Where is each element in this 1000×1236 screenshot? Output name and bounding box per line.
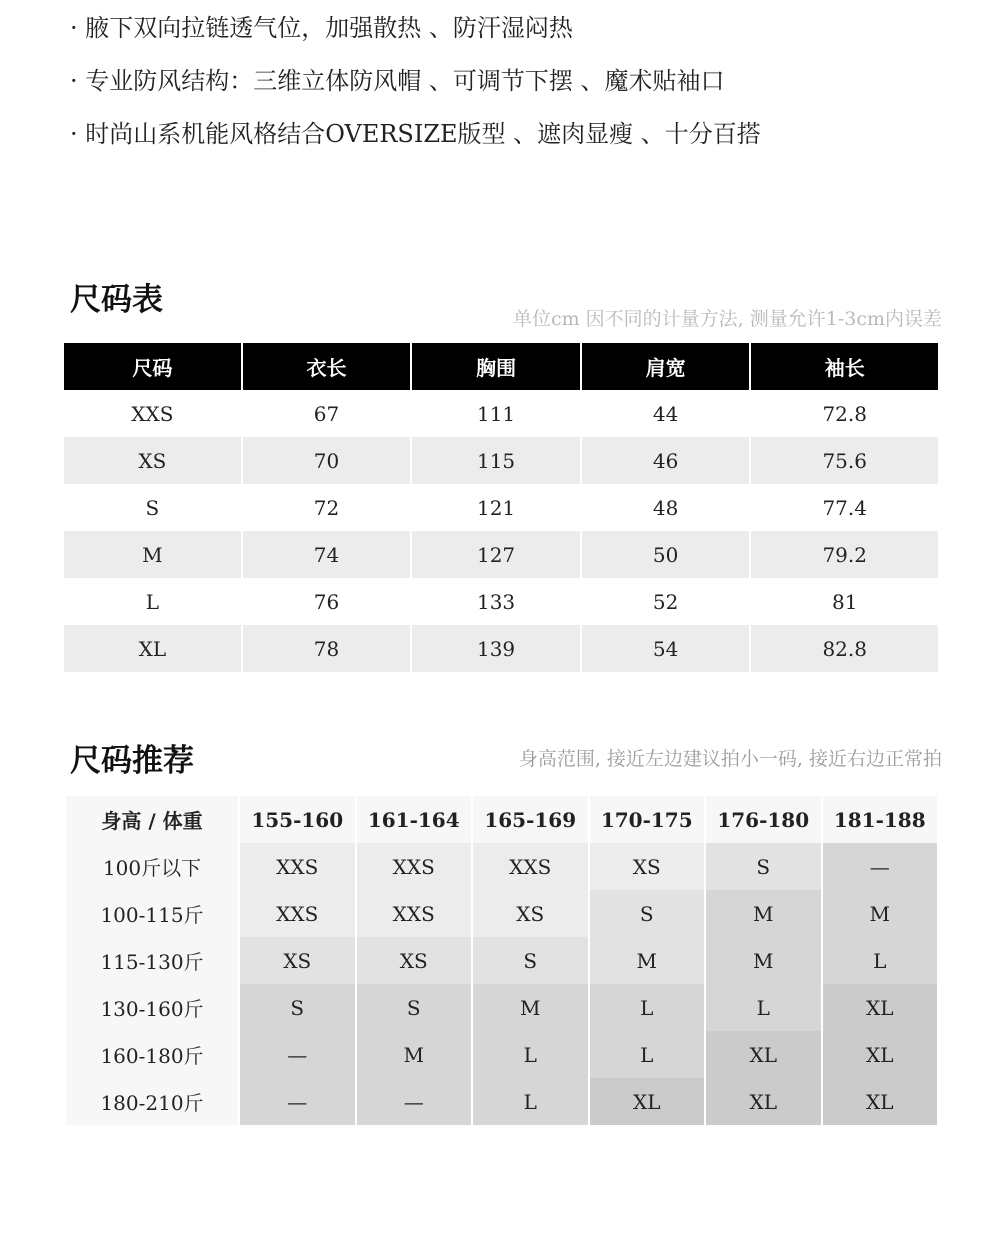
measurement-cell: 111 [476, 401, 516, 426]
recommended-size-cell: L [473, 1031, 588, 1078]
feature-item: · 腋下双向拉链透气位，加强散热 、防汗湿闷热 [70, 14, 573, 42]
table-row [64, 484, 938, 531]
recommended-size-cell: L [823, 937, 938, 984]
measurement-cell: 133 [476, 589, 516, 614]
weight-range-cell: 115-130斤 [66, 937, 238, 984]
measurement-cell: 67 [313, 401, 340, 426]
weight-range-cell: 160-180斤 [66, 1031, 238, 1078]
feature-item: · 专业防风结构：三维立体防风帽 、可调节下摆 、魔术贴袖口 [70, 67, 725, 95]
recommended-size-cell: L [590, 984, 705, 1031]
measurement-cell: 74 [243, 531, 411, 578]
measurement-cell: 81 [831, 589, 858, 614]
recommended-size-cell: S [590, 890, 705, 937]
table-row [64, 531, 938, 578]
measurement-cell: 72 [313, 495, 340, 520]
measurement-cell: 48 [652, 495, 679, 520]
measurement-cell: 52 [652, 589, 679, 614]
recommended-size-cell: S [240, 984, 355, 1031]
header-cell: 170-175 [590, 796, 705, 843]
header-cell: 肩宽 [582, 343, 750, 390]
size-label-cell: XL [64, 625, 241, 672]
measurement-cell: 79.2 [751, 531, 938, 578]
recommended-size-cell: XL [706, 1031, 821, 1078]
recommendation-header-row [66, 796, 937, 843]
recommended-size-cell: — [240, 1078, 355, 1125]
measurement-cell: 44 [652, 401, 679, 426]
header-cell: 尺码 [64, 343, 241, 390]
size-label-cell: M [64, 531, 241, 578]
recommended-size-cell: XS [473, 890, 588, 937]
table-row [66, 890, 937, 937]
table-row [66, 984, 937, 1031]
recommended-size-cell: S [357, 984, 472, 1031]
header-cell: 155-160 [240, 796, 355, 843]
recommended-size-cell: XL [590, 1078, 705, 1125]
measurement-cell: 46 [582, 437, 750, 484]
recommended-size-cell: M [706, 937, 821, 984]
size-chart-title: 尺码表 [70, 282, 163, 318]
recommended-size-cell: L [590, 1031, 705, 1078]
feature-list [70, 8, 970, 167]
recommended-size-cell: XXS [357, 890, 472, 937]
size-chart-note: 单位cm 因不同的计量方法, 测量允许1-3cm内误差 [512, 308, 942, 330]
recommended-size-cell: XS [357, 937, 472, 984]
table-row [64, 625, 938, 672]
recommended-size-cell: XL [823, 984, 938, 1031]
measurement-cell: 50 [582, 531, 750, 578]
measurement-cell: 70 [243, 437, 411, 484]
weight-range-cell: 180-210斤 [66, 1078, 238, 1125]
measurement-cell: 75.6 [751, 437, 938, 484]
recommended-size-cell: XXS [240, 843, 355, 890]
recommended-size-cell: M [823, 890, 938, 937]
table-row [66, 843, 937, 890]
measurement-cell: 78 [243, 625, 411, 672]
size-label-cell: XXS [131, 401, 174, 426]
recommended-size-cell: S [706, 843, 821, 890]
measurement-cell: 115 [412, 437, 580, 484]
recommended-size-cell: XXS [357, 843, 472, 890]
header-cell: 衣长 [243, 343, 411, 390]
header-cell: 胸围 [412, 343, 580, 390]
recommended-size-cell: — [357, 1078, 472, 1125]
weight-range-cell: 130-160斤 [66, 984, 238, 1031]
recommended-size-cell: L [706, 984, 821, 1031]
recommended-size-cell: XL [823, 1078, 938, 1125]
size-label-cell: L [145, 589, 159, 614]
recommended-size-cell: XL [706, 1078, 821, 1125]
header-cell: 176-180 [706, 796, 821, 843]
table-row [66, 1078, 937, 1125]
measurement-cell: 139 [412, 625, 580, 672]
recommended-size-cell: L [473, 1078, 588, 1125]
recommended-size-cell: S [473, 937, 588, 984]
measurement-cell: 77.4 [822, 495, 867, 520]
measurement-cell: 82.8 [751, 625, 938, 672]
recommended-size-cell: M [357, 1031, 472, 1078]
recommended-size-cell: XXS [473, 843, 588, 890]
header-cell: 身高 / 体重 [66, 796, 238, 843]
recommended-size-cell: XXS [240, 890, 355, 937]
recommended-size-cell: XL [823, 1031, 938, 1078]
recommendation-title: 尺码推荐 [70, 743, 194, 779]
recommended-size-cell: M [590, 937, 705, 984]
size-chart-header-row [64, 343, 938, 390]
measurement-cell: 127 [412, 531, 580, 578]
measurement-cell: 121 [476, 495, 516, 520]
header-cell: 161-164 [357, 796, 472, 843]
table-row [64, 390, 938, 437]
size-label-cell: XS [64, 437, 241, 484]
header-cell: 袖长 [751, 343, 938, 390]
header-cell: 165-169 [473, 796, 588, 843]
recommended-size-cell: XS [240, 937, 355, 984]
weight-range-cell: 100-115斤 [66, 890, 238, 937]
table-row [66, 1031, 937, 1078]
recommended-size-cell: — [823, 843, 938, 890]
table-row [64, 578, 938, 625]
table-row [66, 937, 937, 984]
recommended-size-cell: M [706, 890, 821, 937]
recommended-size-cell: M [473, 984, 588, 1031]
size-label-cell: S [145, 495, 160, 520]
measurement-cell: 54 [582, 625, 750, 672]
table-row [64, 437, 938, 484]
header-cell: 181-188 [823, 796, 938, 843]
measurement-cell: 76 [313, 589, 340, 614]
feature-item: · 时尚山系机能风格结合OVERSIZE版型 、遮肉显瘦 、十分百搭 [70, 120, 761, 148]
recommendation-table [64, 796, 939, 1125]
size-chart-table [62, 343, 940, 672]
measurement-cell: 72.8 [822, 401, 867, 426]
recommended-size-cell: XS [590, 843, 705, 890]
recommendation-note: 身高范围, 接近左边建议拍小一码, 接近右边正常拍 [518, 748, 942, 770]
recommended-size-cell: — [240, 1031, 355, 1078]
weight-range-cell: 100斤以下 [66, 843, 238, 890]
